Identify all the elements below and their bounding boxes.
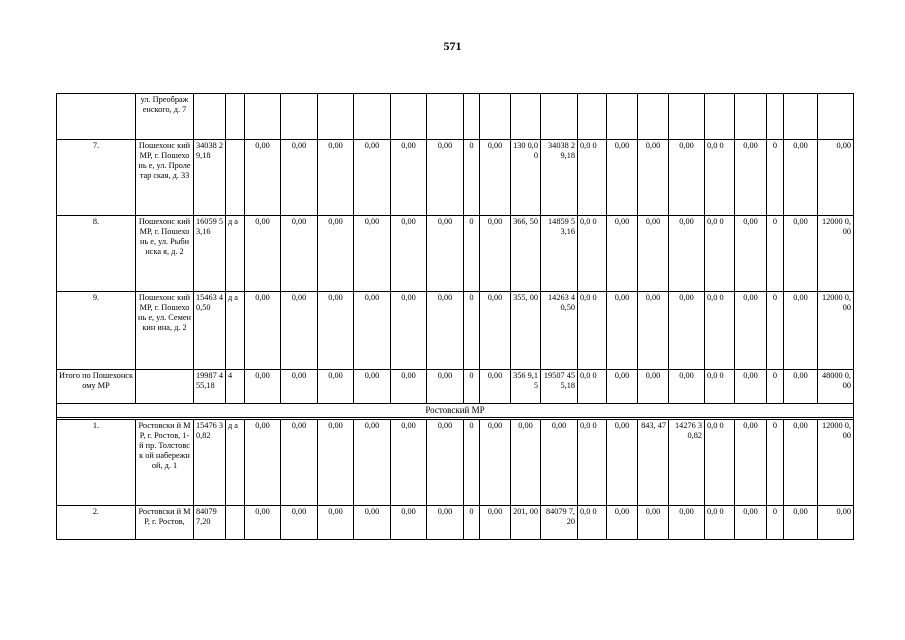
cell: 0,0 0 bbox=[578, 370, 607, 404]
total-label: Итого по Пошехонскому МР bbox=[57, 370, 136, 404]
cell: 0,00 bbox=[281, 506, 318, 540]
cell: 0,00 bbox=[784, 370, 818, 404]
table-row bbox=[57, 94, 854, 140]
cell: 0,00 bbox=[354, 140, 391, 216]
cell: 0,00 bbox=[281, 216, 318, 292]
cell: 0,00 bbox=[511, 420, 541, 506]
cell: 0,00 bbox=[354, 420, 391, 506]
cell: 19987 455,18 bbox=[194, 370, 226, 404]
cell: 0,00 bbox=[638, 140, 669, 216]
cell: 0,00 bbox=[427, 506, 464, 540]
address-cell: Пошехонс кий МР, г. Пошехонь е, ул. Пролетар ская, д. 33 bbox=[136, 140, 194, 216]
cell: 0,00 bbox=[818, 506, 854, 540]
cell: 0,00 bbox=[427, 420, 464, 506]
cell: 0,00 bbox=[245, 216, 281, 292]
cell: 0,00 bbox=[480, 506, 511, 540]
cell: 0,00 bbox=[669, 506, 705, 540]
cell: 0,00 bbox=[245, 506, 281, 540]
cell: 0,00 bbox=[318, 506, 354, 540]
cell: 0,00 bbox=[784, 292, 818, 370]
cell: 0,0 0 bbox=[578, 216, 607, 292]
cell: 0,00 bbox=[638, 370, 669, 404]
cell: 14859 53,16 bbox=[541, 216, 578, 292]
cell: 0,00 bbox=[281, 140, 318, 216]
cell: 0,00 bbox=[735, 292, 767, 370]
cell: 0,00 bbox=[480, 140, 511, 216]
cell: 12000 0,00 bbox=[818, 216, 854, 292]
cell: 0,0 0 bbox=[705, 420, 735, 506]
cell: 0,00 bbox=[638, 216, 669, 292]
cell: 0 bbox=[464, 370, 480, 404]
cell: 0,00 bbox=[354, 506, 391, 540]
cell: 843, 47 bbox=[638, 420, 669, 506]
cell: 0,00 bbox=[281, 420, 318, 506]
cell: 366, 50 bbox=[511, 216, 541, 292]
cell: 0,00 bbox=[784, 216, 818, 292]
cell: 19507 455,18 bbox=[541, 370, 578, 404]
cell: 84079 7,20 bbox=[194, 506, 226, 540]
cell: 0 bbox=[464, 420, 480, 506]
cell: 0,00 bbox=[318, 370, 354, 404]
cell: 48000 0,00 bbox=[818, 370, 854, 404]
section-title: Ростовский МР bbox=[57, 404, 854, 418]
cell: 0,00 bbox=[607, 506, 638, 540]
cell: 14276 30,82 bbox=[669, 420, 705, 506]
cell bbox=[226, 506, 245, 540]
cell: 0,00 bbox=[318, 140, 354, 216]
cell: 15463 40,50 bbox=[194, 292, 226, 370]
section-row bbox=[57, 404, 854, 418]
cell: 0,00 bbox=[735, 370, 767, 404]
cell: 0,00 bbox=[480, 216, 511, 292]
cell: 0,0 0 bbox=[705, 292, 735, 370]
cell: 84079 7,20 bbox=[541, 506, 578, 540]
cell: 355, 00 bbox=[511, 292, 541, 370]
address-cell: ул. Преображ енского, д. 7 bbox=[136, 94, 194, 140]
cell: д а bbox=[226, 420, 245, 506]
cell: 0,00 bbox=[669, 140, 705, 216]
cell: 356 9,15 bbox=[511, 370, 541, 404]
cell: 0,00 bbox=[735, 420, 767, 506]
cell: 12000 0,00 bbox=[818, 420, 854, 506]
cell: 0,00 bbox=[318, 420, 354, 506]
cell: 14263 40,50 bbox=[541, 292, 578, 370]
table-row bbox=[57, 506, 854, 540]
cell: 0,00 bbox=[480, 370, 511, 404]
row-number: 9. bbox=[57, 292, 136, 370]
cell: 0,00 bbox=[784, 506, 818, 540]
cell: 0,00 bbox=[391, 506, 427, 540]
cell: 0,00 bbox=[391, 420, 427, 506]
cell: 0,00 bbox=[354, 216, 391, 292]
row-number: 1. bbox=[57, 420, 136, 506]
cell: 0,00 bbox=[607, 370, 638, 404]
cell: д а bbox=[226, 216, 245, 292]
cell: 0,00 bbox=[391, 370, 427, 404]
cell: 0,0 0 bbox=[705, 506, 735, 540]
page-number: 571 bbox=[443, 39, 462, 53]
total-row bbox=[57, 370, 854, 404]
cell: 0,00 bbox=[245, 370, 281, 404]
cell: 0,0 0 bbox=[578, 140, 607, 216]
row-number: 8. bbox=[57, 216, 136, 292]
table-row bbox=[57, 420, 854, 506]
cell: 0,00 bbox=[818, 140, 854, 216]
cell: 0,00 bbox=[391, 140, 427, 216]
cell: 0,00 bbox=[354, 370, 391, 404]
cell: 0,0 0 bbox=[705, 140, 735, 216]
cell: 0,00 bbox=[669, 216, 705, 292]
cell: 0,00 bbox=[318, 216, 354, 292]
cell: 0 bbox=[767, 216, 784, 292]
address-cell: Пошехонс кий МР, г. Пошехонь е, ул. Семенкин ина, д. 2 bbox=[136, 292, 194, 370]
cell: 0,00 bbox=[427, 292, 464, 370]
cell: 34038 29,18 bbox=[194, 140, 226, 216]
cell: 0 bbox=[464, 506, 480, 540]
cell: 0,00 bbox=[607, 140, 638, 216]
address-cell: Пошехонс кий МР, г. Пошехонь е, ул. Рыбинска я, д. 2 bbox=[136, 216, 194, 292]
cell: 0,00 bbox=[669, 292, 705, 370]
cell: 0,00 bbox=[735, 140, 767, 216]
cell: 0,00 bbox=[354, 292, 391, 370]
cell: 0,0 0 bbox=[578, 292, 607, 370]
address-cell: Ростовски й МР, г. Ростов, bbox=[136, 506, 194, 540]
cell: 16059 53,16 bbox=[194, 216, 226, 292]
cell: 0,00 bbox=[318, 292, 354, 370]
cell: д а bbox=[226, 292, 245, 370]
cell: 0 bbox=[464, 140, 480, 216]
cell: 0,00 bbox=[784, 140, 818, 216]
cell: 0,00 bbox=[427, 216, 464, 292]
cell: 0 bbox=[767, 292, 784, 370]
cell: 0,00 bbox=[281, 370, 318, 404]
data-table bbox=[56, 93, 854, 540]
cell: 0,00 bbox=[391, 216, 427, 292]
cell: 0,0 0 bbox=[578, 420, 607, 506]
cell: 0,00 bbox=[735, 506, 767, 540]
cell: 130 0,00 bbox=[511, 140, 541, 216]
cell: 0,00 bbox=[735, 216, 767, 292]
cell: 0,0 0 bbox=[705, 370, 735, 404]
cell: 0,00 bbox=[480, 420, 511, 506]
cell: 201, 00 bbox=[511, 506, 541, 540]
cell: 0,00 bbox=[638, 506, 669, 540]
cell: 0 bbox=[767, 420, 784, 506]
table-row bbox=[57, 140, 854, 216]
cell: 0 bbox=[767, 140, 784, 216]
cell: 34038 29,18 bbox=[541, 140, 578, 216]
cell: 0,00 bbox=[669, 370, 705, 404]
table-row bbox=[57, 292, 854, 370]
cell: 0,0 0 bbox=[705, 216, 735, 292]
row-number: 2. bbox=[57, 506, 136, 540]
cell: 0,00 bbox=[480, 292, 511, 370]
cell: 0,00 bbox=[245, 140, 281, 216]
cell: 0,00 bbox=[281, 292, 318, 370]
cell: 0 bbox=[767, 370, 784, 404]
cell: 0,00 bbox=[427, 370, 464, 404]
cell: 0 bbox=[767, 506, 784, 540]
cell bbox=[226, 140, 245, 216]
cell: 15476 30,82 bbox=[194, 420, 226, 506]
cell: 4 bbox=[226, 370, 245, 404]
address-cell: Ростовски й МР, г. Ростов, 1-й пр. Толстовск ой набережн ой, д. 1 bbox=[136, 420, 194, 506]
row-number: 7. bbox=[57, 140, 136, 216]
cell: 0,00 bbox=[638, 292, 669, 370]
cell: 0 bbox=[464, 292, 480, 370]
cell: 0,00 bbox=[607, 420, 638, 506]
cell: 12000 0,00 bbox=[818, 292, 854, 370]
cell: 0,00 bbox=[245, 292, 281, 370]
cell: 0,00 bbox=[784, 420, 818, 506]
cell: 0,00 bbox=[391, 292, 427, 370]
cell: 0,00 bbox=[607, 292, 638, 370]
cell: 0 bbox=[464, 216, 480, 292]
cell: 0,00 bbox=[245, 420, 281, 506]
cell: 0,00 bbox=[541, 420, 578, 506]
cell: 0,0 0 bbox=[578, 506, 607, 540]
table-row bbox=[57, 216, 854, 292]
cell: 0,00 bbox=[607, 216, 638, 292]
cell: 0,00 bbox=[427, 140, 464, 216]
